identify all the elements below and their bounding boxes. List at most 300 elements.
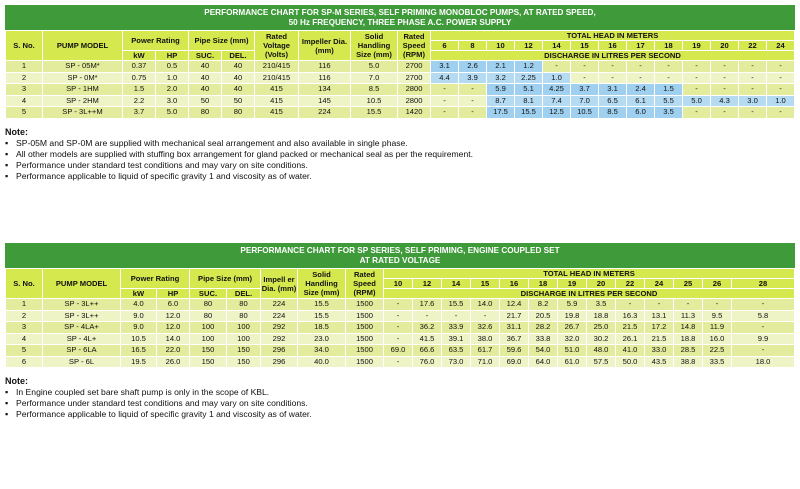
discharge-cell: - bbox=[442, 310, 471, 322]
cell-del: 80 bbox=[222, 107, 255, 119]
cell-del: 100 bbox=[227, 322, 261, 334]
discharge-cell: 2.25 bbox=[515, 72, 543, 84]
cell-model: SP - 6L bbox=[43, 356, 121, 368]
discharge-cell: - bbox=[645, 299, 674, 311]
discharge-cell: 4.3 bbox=[711, 95, 739, 107]
head-meter-cell: 17 bbox=[627, 41, 655, 51]
head-meter-cell: 26 bbox=[703, 279, 732, 289]
cell-impeller: 224 bbox=[261, 310, 298, 322]
discharge-cell: 3.2 bbox=[487, 72, 515, 84]
note-item: ▪ In Engine coupled set bare shaft pump is only in the scope of KBL. bbox=[5, 387, 795, 398]
discharge-cell: 3.5 bbox=[587, 299, 616, 311]
discharge-cell: 8.2 bbox=[529, 299, 558, 311]
discharge-cell: 7.4 bbox=[543, 95, 571, 107]
discharge-cell: 19.8 bbox=[558, 310, 587, 322]
cell-speed: 2700 bbox=[398, 61, 431, 73]
cell-voltage: 415 bbox=[255, 107, 299, 119]
discharge-cell: 61.7 bbox=[471, 345, 500, 357]
cell-model: SP - 6LA bbox=[43, 345, 121, 357]
cell-kw: 9.0 bbox=[121, 310, 157, 322]
head-meter-cell: 24 bbox=[645, 279, 674, 289]
discharge-cell: 76.0 bbox=[413, 356, 442, 368]
discharge-cell: - bbox=[459, 107, 487, 119]
sp-title-line2: AT RATED VOLTAGE bbox=[359, 256, 441, 265]
note-item: ▪ Performance under standard test conditions and may vary on site conditions. bbox=[5, 398, 795, 409]
head-meter-cell: 20 bbox=[711, 41, 739, 51]
discharge-cell: 18.8 bbox=[587, 310, 616, 322]
cell-solid: 18.5 bbox=[298, 322, 346, 334]
discharge-cell: 32.6 bbox=[471, 322, 500, 334]
sp-m-title-line2: 50 Hz FREQUENCY, THREE PHASE A.C. POWER SUPPLY bbox=[288, 18, 512, 27]
discharge-cell: 5.1 bbox=[515, 84, 543, 96]
discharge-cell: 6.5 bbox=[599, 95, 627, 107]
discharge-cell: 69.0 bbox=[500, 356, 529, 368]
cell-sno: 2 bbox=[6, 310, 43, 322]
cell-hp: 5.0 bbox=[156, 107, 189, 119]
sp-m-header-solid: Solid Handling Size (mm) bbox=[351, 31, 398, 61]
table-row bbox=[6, 333, 795, 345]
head-meter-cell: 12 bbox=[515, 41, 543, 51]
discharge-cell: 9.9 bbox=[732, 333, 795, 345]
head-meter-cell: 22 bbox=[739, 41, 767, 51]
cell-impeller: 116 bbox=[299, 61, 351, 73]
sp-header-head: TOTAL HEAD IN METERS bbox=[384, 269, 795, 279]
cell-speed: 1500 bbox=[346, 333, 384, 345]
sp-m-header-impeller: Impeller Dia. (mm) bbox=[299, 31, 351, 61]
discharge-cell: 1.5 bbox=[655, 84, 683, 96]
discharge-cell: - bbox=[384, 333, 413, 345]
sp-m-table-body bbox=[6, 61, 795, 119]
sp-header-kw: kW bbox=[121, 289, 157, 299]
discharge-cell: 9.5 bbox=[703, 310, 732, 322]
sp-m-header-pipe: Pipe Size (mm) bbox=[189, 31, 255, 51]
cell-impeller: 296 bbox=[261, 345, 298, 357]
discharge-cell: 39.1 bbox=[442, 333, 471, 345]
cell-model: SP - 3L++ bbox=[43, 299, 121, 311]
cell-model: SP - 0M* bbox=[43, 72, 123, 84]
sp-notes bbox=[5, 376, 795, 420]
table-row bbox=[6, 61, 795, 73]
discharge-cell: 12.5 bbox=[543, 107, 571, 119]
discharge-cell: - bbox=[739, 107, 767, 119]
cell-hp: 3.0 bbox=[156, 95, 189, 107]
cell-kw: 19.5 bbox=[121, 356, 157, 368]
discharge-cell: - bbox=[683, 107, 711, 119]
cell-speed: 2800 bbox=[398, 95, 431, 107]
cell-speed: 1420 bbox=[398, 107, 431, 119]
discharge-cell: 5.9 bbox=[558, 299, 587, 311]
cell-sno: 1 bbox=[6, 61, 43, 73]
discharge-cell: 2.1 bbox=[487, 61, 515, 73]
head-meter-cell: 8 bbox=[459, 41, 487, 51]
table-row bbox=[6, 322, 795, 334]
discharge-cell: - bbox=[599, 72, 627, 84]
head-meter-cell: 20 bbox=[587, 279, 616, 289]
head-meter-cell: 16 bbox=[500, 279, 529, 289]
cell-del: 150 bbox=[227, 356, 261, 368]
head-meter-cell: 12 bbox=[413, 279, 442, 289]
discharge-cell: 6.1 bbox=[627, 95, 655, 107]
cell-sno: 6 bbox=[6, 356, 43, 368]
discharge-cell: 17.5 bbox=[487, 107, 515, 119]
sp-title-line1: PERFORMANCE CHART FOR SP SERIES, SELF PRIMING, ENGINE COUPLED SET bbox=[240, 246, 560, 255]
sp-header-power: Power Rating bbox=[121, 269, 190, 289]
discharge-cell: 1.0 bbox=[543, 72, 571, 84]
discharge-cell: 63.5 bbox=[442, 345, 471, 357]
sp-m-note-title: Note: bbox=[5, 126, 28, 137]
cell-voltage: 210/415 bbox=[255, 61, 299, 73]
discharge-cell: - bbox=[459, 84, 487, 96]
cell-suc: 40 bbox=[189, 61, 222, 73]
discharge-cell: - bbox=[767, 72, 795, 84]
discharge-cell: - bbox=[431, 84, 459, 96]
sp-m-title-line1: PERFORMANCE CHART FOR SP-M SERIES, SELF PRIMING MONOBLOC PUMPS, AT RATED SPEED, bbox=[204, 8, 596, 17]
cell-impeller: 224 bbox=[299, 107, 351, 119]
sp-m-header-suc: SUC. bbox=[189, 51, 222, 61]
cell-hp: 1.0 bbox=[156, 72, 189, 84]
cell-kw: 16.5 bbox=[121, 345, 157, 357]
sp-m-table bbox=[5, 30, 795, 119]
cell-suc: 40 bbox=[189, 72, 222, 84]
table-row bbox=[6, 72, 795, 84]
discharge-cell: 26.1 bbox=[616, 333, 645, 345]
discharge-cell: 25.0 bbox=[587, 322, 616, 334]
discharge-cell: 33.0 bbox=[645, 345, 674, 357]
discharge-cell: 18.0 bbox=[732, 356, 795, 368]
head-meter-cell: 15 bbox=[571, 41, 599, 51]
cell-model: SP - 4LA+ bbox=[43, 322, 121, 334]
discharge-cell: 30.2 bbox=[587, 333, 616, 345]
discharge-cell: - bbox=[711, 84, 739, 96]
sp-m-header-kw: kW bbox=[123, 51, 156, 61]
head-meter-cell: 25 bbox=[674, 279, 703, 289]
discharge-cell: - bbox=[711, 72, 739, 84]
sp-header-impeller: Impell er Dia. (mm) bbox=[261, 269, 298, 299]
discharge-cell: 3.0 bbox=[739, 95, 767, 107]
cell-del: 40 bbox=[222, 72, 255, 84]
sp-chart bbox=[5, 243, 795, 420]
discharge-cell: 59.6 bbox=[500, 345, 529, 357]
head-meter-cell: 22 bbox=[616, 279, 645, 289]
discharge-cell: - bbox=[683, 72, 711, 84]
cell-hp: 2.0 bbox=[156, 84, 189, 96]
discharge-cell: - bbox=[413, 310, 442, 322]
discharge-cell: - bbox=[655, 72, 683, 84]
sp-m-header-hp: HP bbox=[156, 51, 189, 61]
discharge-cell: 8.1 bbox=[515, 95, 543, 107]
cell-del: 80 bbox=[227, 299, 261, 311]
cell-suc: 150 bbox=[190, 345, 227, 357]
sp-m-header-speed: Rated Speed (RPM) bbox=[398, 31, 431, 61]
sp-table-body bbox=[6, 299, 795, 368]
discharge-cell: 3.7 bbox=[571, 84, 599, 96]
cell-impeller: 292 bbox=[261, 333, 298, 345]
discharge-cell: 15.5 bbox=[515, 107, 543, 119]
discharge-cell: 43.5 bbox=[645, 356, 674, 368]
cell-suc: 80 bbox=[189, 107, 222, 119]
cell-suc: 100 bbox=[190, 333, 227, 345]
discharge-cell: 11.3 bbox=[674, 310, 703, 322]
discharge-cell: 4.25 bbox=[543, 84, 571, 96]
cell-del: 40 bbox=[222, 84, 255, 96]
discharge-cell: 2.6 bbox=[459, 61, 487, 73]
discharge-cell: - bbox=[627, 72, 655, 84]
discharge-cell: 17.2 bbox=[645, 322, 674, 334]
discharge-cell: - bbox=[767, 107, 795, 119]
discharge-cell: - bbox=[431, 107, 459, 119]
cell-sno: 5 bbox=[6, 107, 43, 119]
cell-kw: 1.5 bbox=[123, 84, 156, 96]
sp-m-header-power: Power Rating bbox=[123, 31, 189, 51]
cell-impeller: 145 bbox=[299, 95, 351, 107]
note-item: ▪ SP-05M and SP-0M are supplied with mechanical seal arrangement and also available in single phase. bbox=[5, 138, 795, 149]
sp-title bbox=[5, 243, 795, 268]
sp-table bbox=[5, 268, 795, 368]
cell-del: 80 bbox=[227, 310, 261, 322]
cell-sno: 1 bbox=[6, 299, 43, 311]
cell-hp: 26.0 bbox=[157, 356, 190, 368]
discharge-cell: 26.7 bbox=[558, 322, 587, 334]
discharge-cell: 15.5 bbox=[442, 299, 471, 311]
discharge-cell: 10.5 bbox=[571, 107, 599, 119]
discharge-cell: - bbox=[655, 61, 683, 73]
table-row bbox=[6, 310, 795, 322]
sp-m-title bbox=[5, 5, 795, 30]
discharge-cell: 5.0 bbox=[683, 95, 711, 107]
sp-header-pipe: Pipe Size (mm) bbox=[190, 269, 261, 289]
discharge-cell: 12.4 bbox=[500, 299, 529, 311]
cell-hp: 12.0 bbox=[157, 310, 190, 322]
discharge-cell: 5.5 bbox=[655, 95, 683, 107]
discharge-cell: - bbox=[616, 299, 645, 311]
head-meter-cell: 18 bbox=[529, 279, 558, 289]
sp-m-header-model: PUMP MODEL bbox=[43, 31, 123, 61]
cell-del: 40 bbox=[222, 61, 255, 73]
table-row bbox=[6, 95, 795, 107]
discharge-cell: 66.6 bbox=[413, 345, 442, 357]
head-meter-cell: 19 bbox=[558, 279, 587, 289]
discharge-cell: 41.5 bbox=[413, 333, 442, 345]
sp-m-header-del: DEL. bbox=[222, 51, 255, 61]
discharge-cell: - bbox=[571, 61, 599, 73]
cell-suc: 150 bbox=[190, 356, 227, 368]
discharge-cell: 13.1 bbox=[645, 310, 674, 322]
cell-hp: 12.0 bbox=[157, 322, 190, 334]
cell-suc: 80 bbox=[190, 310, 227, 322]
cell-solid: 15.5 bbox=[298, 299, 346, 311]
discharge-cell: 14.8 bbox=[674, 322, 703, 334]
head-meter-cell: 14 bbox=[442, 279, 471, 289]
cell-kw: 9.0 bbox=[121, 322, 157, 334]
cell-kw: 4.0 bbox=[121, 299, 157, 311]
head-meter-cell: 10 bbox=[487, 41, 515, 51]
discharge-cell: 73.0 bbox=[442, 356, 471, 368]
discharge-cell: 5.8 bbox=[732, 310, 795, 322]
discharge-cell: 28.5 bbox=[674, 345, 703, 357]
discharge-cell: - bbox=[732, 299, 795, 311]
table-row bbox=[6, 107, 795, 119]
cell-model: SP - 3L++M bbox=[43, 107, 123, 119]
note-item: ▪ Performance applicable to liquid of specific gravity 1 and viscosity as of water. bbox=[5, 409, 795, 420]
discharge-cell: 64.0 bbox=[529, 356, 558, 368]
discharge-cell: 16.3 bbox=[616, 310, 645, 322]
discharge-cell: - bbox=[674, 299, 703, 311]
cell-speed: 1500 bbox=[346, 345, 384, 357]
discharge-cell: 21.7 bbox=[500, 310, 529, 322]
sp-m-header-sno: S. No. bbox=[6, 31, 43, 61]
cell-voltage: 210/415 bbox=[255, 72, 299, 84]
discharge-cell: 18.8 bbox=[674, 333, 703, 345]
discharge-cell: - bbox=[767, 84, 795, 96]
discharge-cell: - bbox=[384, 322, 413, 334]
sp-header-model: PUMP MODEL bbox=[43, 269, 121, 299]
discharge-cell: - bbox=[739, 61, 767, 73]
discharge-cell: 41.0 bbox=[616, 345, 645, 357]
discharge-cell: - bbox=[732, 345, 795, 357]
cell-hp: 22.0 bbox=[157, 345, 190, 357]
discharge-cell: 11.9 bbox=[703, 322, 732, 334]
discharge-cell: 2.4 bbox=[627, 84, 655, 96]
cell-solid: 7.0 bbox=[351, 72, 398, 84]
discharge-cell: 17.6 bbox=[413, 299, 442, 311]
discharge-cell: 21.5 bbox=[645, 333, 674, 345]
cell-speed: 1500 bbox=[346, 356, 384, 368]
discharge-cell: 51.0 bbox=[558, 345, 587, 357]
discharge-cell: 54.0 bbox=[529, 345, 558, 357]
cell-kw: 0.75 bbox=[123, 72, 156, 84]
note-item: ▪ Performance applicable to liquid of specific gravity 1 and viscosity as of water. bbox=[5, 171, 795, 182]
sp-header-discharge: DISCHARGE IN LITRES PER SECOND bbox=[384, 289, 795, 299]
sp-header-hp: HP bbox=[157, 289, 190, 299]
cell-suc: 80 bbox=[190, 299, 227, 311]
head-meter-cell: 16 bbox=[599, 41, 627, 51]
discharge-cell: 28.2 bbox=[529, 322, 558, 334]
cell-sno: 3 bbox=[6, 322, 43, 334]
discharge-cell: - bbox=[384, 356, 413, 368]
sp-header-suc: SUC. bbox=[190, 289, 227, 299]
sp-note-title: Note: bbox=[5, 376, 28, 386]
sp-header-del: DEL. bbox=[227, 289, 261, 299]
cell-impeller: 224 bbox=[261, 299, 298, 311]
discharge-cell: - bbox=[459, 95, 487, 107]
cell-model: SP - 2HM bbox=[43, 95, 123, 107]
cell-solid: 23.0 bbox=[298, 333, 346, 345]
cell-kw: 10.5 bbox=[121, 333, 157, 345]
discharge-cell: - bbox=[739, 84, 767, 96]
discharge-cell: 3.1 bbox=[599, 84, 627, 96]
discharge-cell: 14.0 bbox=[471, 299, 500, 311]
cell-model: SP - 1HM bbox=[43, 84, 123, 96]
cell-sno: 5 bbox=[6, 345, 43, 357]
cell-solid: 10.5 bbox=[351, 95, 398, 107]
discharge-cell: 3.9 bbox=[459, 72, 487, 84]
discharge-cell: - bbox=[711, 61, 739, 73]
head-meter-cell: 14 bbox=[543, 41, 571, 51]
discharge-cell: 22.5 bbox=[703, 345, 732, 357]
sp-notes-list bbox=[5, 387, 795, 420]
discharge-cell: - bbox=[431, 95, 459, 107]
cell-speed: 1500 bbox=[346, 299, 384, 311]
discharge-cell: - bbox=[599, 61, 627, 73]
discharge-cell: 5.9 bbox=[487, 84, 515, 96]
note-item: ▪ All other models are supplied with stuffing box arrangement for gland packed or mechanical seal as per the requirement. bbox=[5, 149, 795, 160]
cell-model: SP - 4L+ bbox=[43, 333, 121, 345]
cell-speed: 2700 bbox=[398, 72, 431, 84]
head-meter-cell: 6 bbox=[431, 41, 459, 51]
discharge-cell: - bbox=[711, 107, 739, 119]
discharge-cell: 32.0 bbox=[558, 333, 587, 345]
discharge-cell: - bbox=[471, 310, 500, 322]
table-row bbox=[6, 84, 795, 96]
discharge-cell: 20.5 bbox=[529, 310, 558, 322]
cell-voltage: 415 bbox=[255, 95, 299, 107]
discharge-cell: 57.5 bbox=[587, 356, 616, 368]
discharge-cell: 1.2 bbox=[515, 61, 543, 73]
head-meter-cell: 19 bbox=[683, 41, 711, 51]
cell-model: SP - 3L++ bbox=[43, 310, 121, 322]
cell-hp: 0.5 bbox=[156, 61, 189, 73]
cell-kw: 2.2 bbox=[123, 95, 156, 107]
discharge-cell: - bbox=[571, 72, 599, 84]
discharge-cell: 3.1 bbox=[431, 61, 459, 73]
discharge-cell: 33.8 bbox=[529, 333, 558, 345]
discharge-cell: 3.5 bbox=[655, 107, 683, 119]
cell-solid: 15.5 bbox=[351, 107, 398, 119]
sp-m-header-discharge: DISCHARGE IN LITRES PER SECOND bbox=[431, 51, 795, 61]
cell-hp: 14.0 bbox=[157, 333, 190, 345]
discharge-cell: 4.4 bbox=[431, 72, 459, 84]
table-row bbox=[6, 356, 795, 368]
note-item: ▪ Performance under standard test conditions and may vary on site conditions. bbox=[5, 160, 795, 171]
discharge-cell: 48.0 bbox=[587, 345, 616, 357]
sp-header-solid: Solid Handling Size (mm) bbox=[298, 269, 346, 299]
cell-suc: 100 bbox=[190, 322, 227, 334]
discharge-cell: 36.7 bbox=[500, 333, 529, 345]
cell-sno: 3 bbox=[6, 84, 43, 96]
cell-solid: 34.0 bbox=[298, 345, 346, 357]
discharge-cell: - bbox=[683, 84, 711, 96]
cell-impeller: 296 bbox=[261, 356, 298, 368]
cell-speed: 2800 bbox=[398, 84, 431, 96]
cell-solid: 40.0 bbox=[298, 356, 346, 368]
head-meter-cell: 28 bbox=[732, 279, 795, 289]
discharge-cell: - bbox=[384, 310, 413, 322]
discharge-cell: 21.5 bbox=[616, 322, 645, 334]
head-meter-cell: 15 bbox=[471, 279, 500, 289]
discharge-cell: - bbox=[732, 322, 795, 334]
table-row bbox=[6, 299, 795, 311]
discharge-cell: 8.5 bbox=[599, 107, 627, 119]
discharge-cell: - bbox=[543, 61, 571, 73]
discharge-cell: 69.0 bbox=[384, 345, 413, 357]
cell-sno: 2 bbox=[6, 72, 43, 84]
cell-kw: 3.7 bbox=[123, 107, 156, 119]
head-meter-cell: 18 bbox=[655, 41, 683, 51]
cell-kw: 0.37 bbox=[123, 61, 156, 73]
sp-m-header-voltage: Rated Voltage (Volts) bbox=[255, 31, 299, 61]
cell-solid: 8.5 bbox=[351, 84, 398, 96]
table-row bbox=[6, 345, 795, 357]
discharge-cell: 71.0 bbox=[471, 356, 500, 368]
discharge-cell: - bbox=[627, 61, 655, 73]
discharge-cell: 38.0 bbox=[471, 333, 500, 345]
cell-model: SP - 05M* bbox=[43, 61, 123, 73]
discharge-cell: 33.9 bbox=[442, 322, 471, 334]
sp-header-sno: S. No. bbox=[6, 269, 43, 299]
discharge-cell: 33.5 bbox=[703, 356, 732, 368]
cell-sno: 4 bbox=[6, 333, 43, 345]
discharge-cell: - bbox=[384, 299, 413, 311]
